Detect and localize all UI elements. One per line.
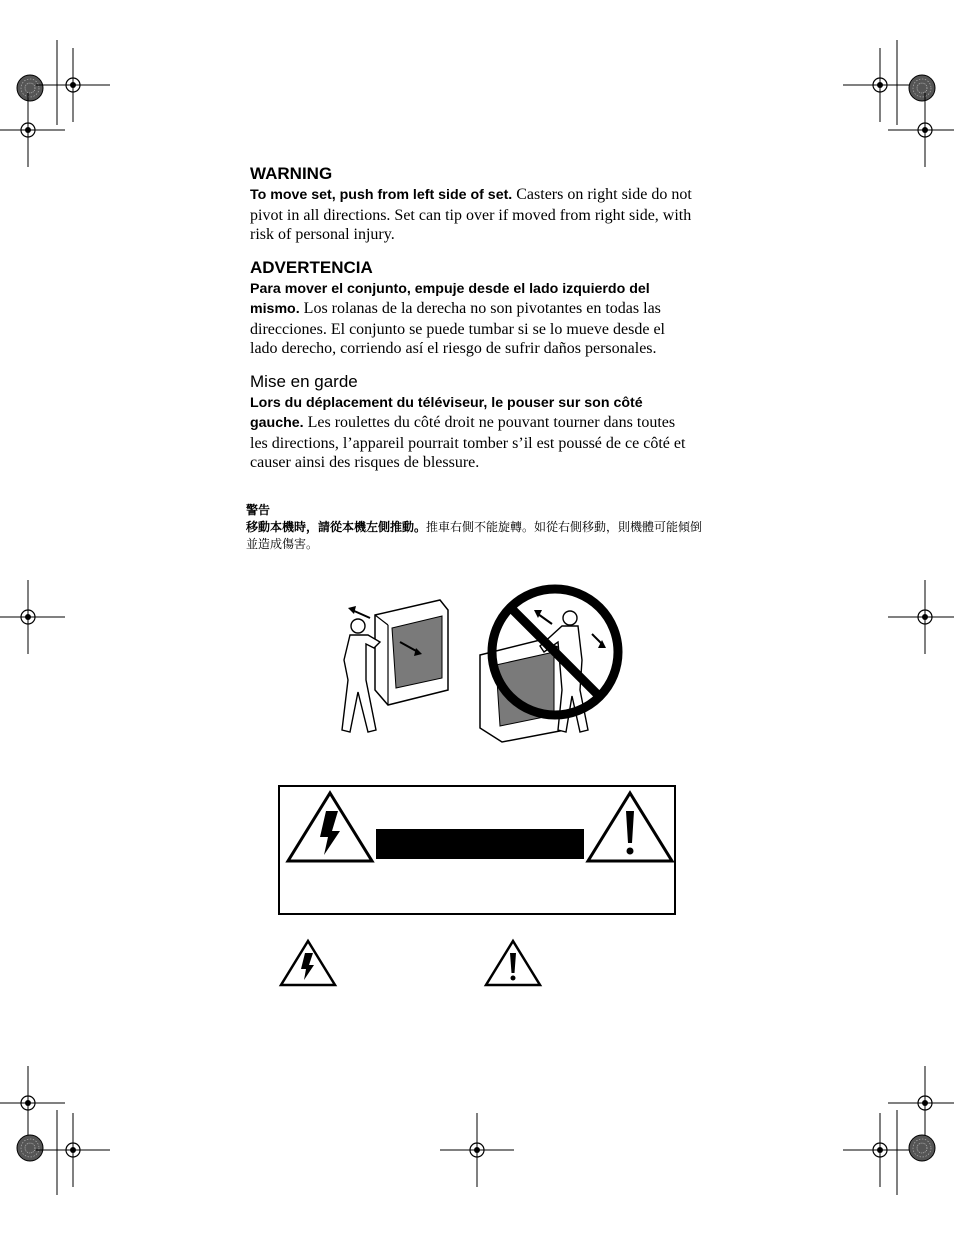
registration-mark-icon [843, 1113, 917, 1187]
registration-mark-icon [843, 48, 917, 122]
warning-section-en [250, 163, 696, 245]
warning-sections [250, 163, 696, 485]
caution-title-bar [376, 829, 584, 859]
registration-mark-icon [36, 48, 110, 122]
registration-mark-icon [17, 75, 43, 101]
advertencia-heading: ADVERTENCIA [250, 257, 373, 277]
warning-section-zh [246, 502, 706, 553]
advertencia-lead: Para mover el conjunto, empuje desde el lado izquierdo del mismo. [250, 280, 650, 317]
push-from-left-figure [342, 600, 448, 732]
registration-mark-icon [909, 1135, 935, 1161]
mise-en-garde-text [250, 393, 696, 473]
mise-en-garde-heading: Mise en garde [250, 371, 358, 391]
warning-lead: To move set, push from left side of set. [250, 187, 513, 203]
warning-heading: WARNING [250, 164, 333, 183]
warning-detail: Casters on right side do not pivot in all directions. Set can tip over if moved from right side, with risk of personal injury. [250, 186, 692, 243]
registration-mark-icon [888, 1066, 954, 1140]
moving-set-illustration [330, 580, 630, 745]
caution-label-box [278, 785, 676, 915]
warning-section-fr [250, 371, 696, 473]
chinese-detail: 推車右側不能旋轉。如從右側移動，則機體可能傾倒並造成傷害。 [246, 520, 703, 551]
registration-mark-icon [36, 1113, 110, 1187]
registration-mark-icon [0, 580, 65, 654]
lightning-warning-icon [284, 789, 376, 865]
advertencia-text [250, 279, 696, 359]
advertencia-detail: Los rolanas de la derecha no son pivotantes en todas las direcciones. El conjunto se puede tumbar si se lo mueve desde el lado derecho, corriendo así el riesgo de sufrir daños personales. [250, 300, 665, 357]
warning-text [250, 185, 696, 245]
registration-mark-icon [0, 1066, 65, 1140]
mise-en-garde-detail: Les roulettes du côté droit ne pouvant tourner dans toutes les directions, l’appareil pourrait tomber s’il est poussé de ce côté et causer ainsi des risques de blessure. [250, 414, 686, 471]
mise-en-garde-lead: Lors du déplacement du téléviseur, le pouser sur son côté gauche. [250, 394, 643, 431]
registration-mark-icon [888, 580, 954, 654]
chinese-heading: 警告 [246, 503, 271, 517]
exclamation-warning-icon [483, 938, 543, 988]
registration-mark-icon [17, 1135, 43, 1161]
registration-mark-icon [440, 1113, 514, 1187]
lightning-warning-icon [278, 938, 338, 988]
chinese-lead: 移動本機時，請從本機左側推動。 [246, 520, 427, 534]
warning-section-es [250, 257, 696, 359]
chinese-text [246, 519, 706, 553]
registration-mark-icon [888, 93, 954, 167]
registration-mark-icon [909, 75, 935, 101]
exclamation-warning-icon [584, 789, 676, 865]
registration-mark-icon [0, 93, 65, 167]
